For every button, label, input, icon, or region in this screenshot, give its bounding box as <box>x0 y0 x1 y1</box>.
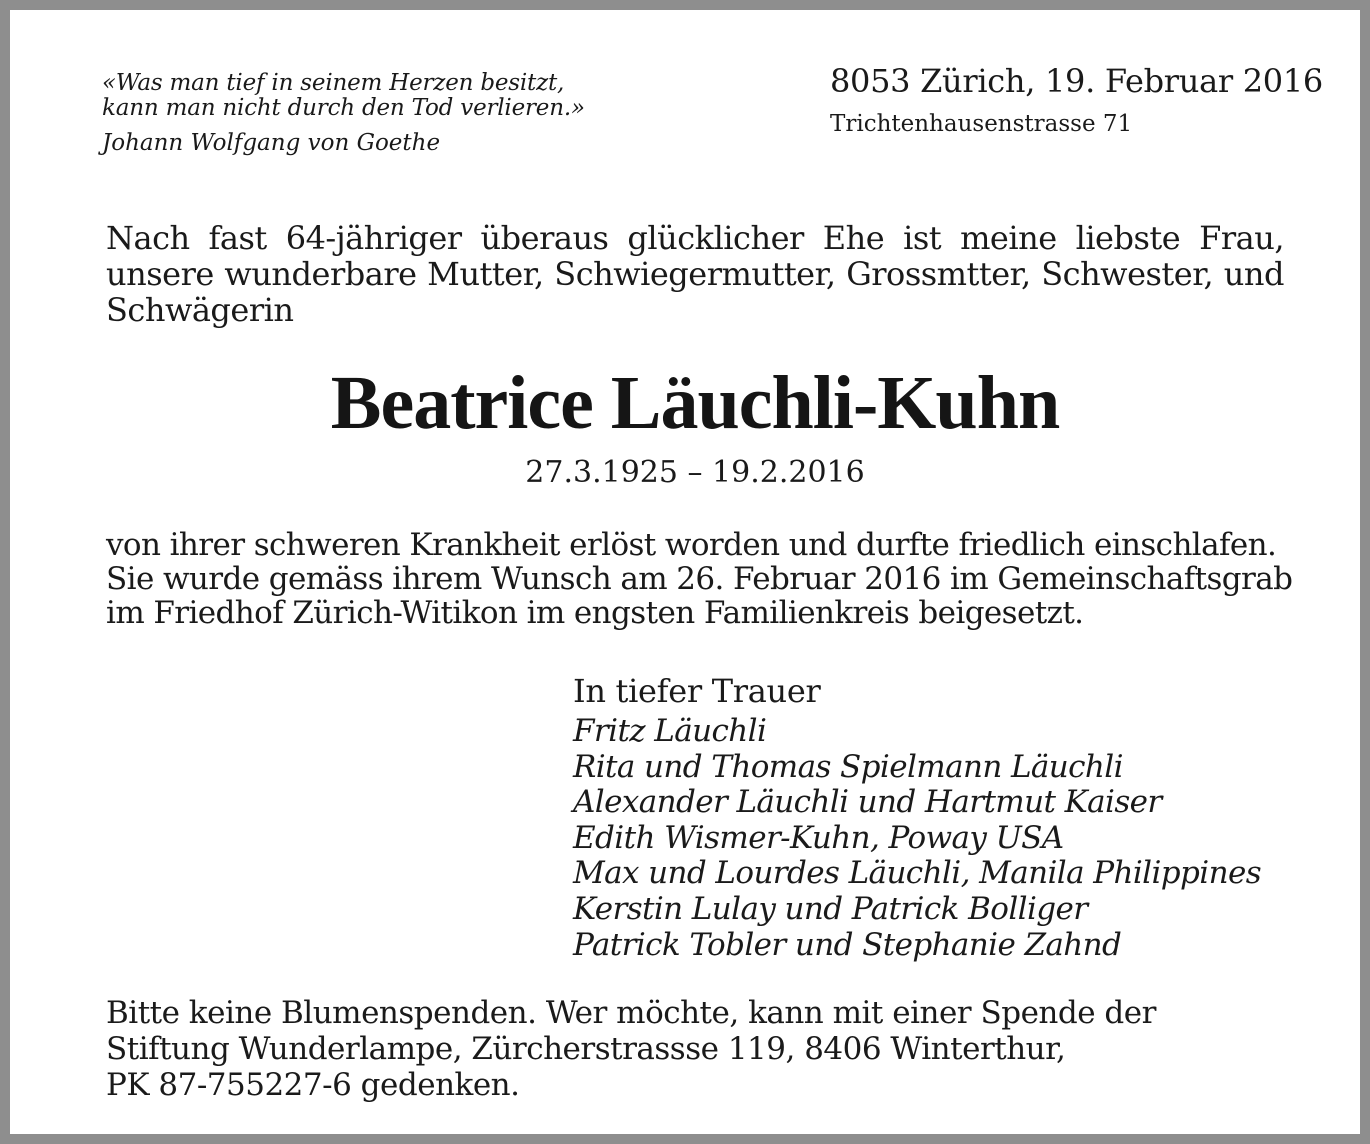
mourner-name: Rita und Thomas Spielmann Läuchli <box>573 748 1123 785</box>
closing-line-1: Bitte keine Blumenspenden. Wer möchte, kann mit einer Spende der <box>106 995 1156 1031</box>
life-dates: 27.3.1925 – 19.2.2016 <box>525 455 865 490</box>
intro-line-1: Nach fast 64-jähriger überaus glücklicher Ehe ist meine liebste Frau, <box>106 219 1284 257</box>
mourning-title: In tiefer Trauer <box>573 672 821 710</box>
intro-paragraph <box>106 220 1284 328</box>
mourner-name: Patrick Tobler und Stephanie Zahnd <box>573 926 1122 963</box>
mourner-name: Fritz Läuchli <box>573 713 767 749</box>
mourner-name: Max und Lourdes Läuchli, Manila Philippines <box>573 855 1262 892</box>
body-line-3: im Friedhof Zürich-Witikon im engsten Familienkreis beigesetzt. <box>106 595 1084 631</box>
mourner-name: Alexander Läuchli und Hartmut Kaiser <box>573 784 1162 821</box>
closing-line-2: Stiftung Wunderlampe, Zürcherstrassse 119, 8406 Winterthur, <box>106 1031 1066 1067</box>
quote-line-2: kann man nicht durch den Tod verlieren.» <box>102 95 585 121</box>
mourner-name: Edith Wismer-Kuhn, Poway USA <box>573 819 1064 856</box>
place-date: 8053 Zürich, 19. Februar 2016 <box>830 62 1323 100</box>
intro-line-2: unsere wunderbare Mutter, Schwiegermutter, Grossmtter, Schwester, und <box>106 255 1284 293</box>
closing-line-3: PK 87-755227-6 gedenken. <box>106 1067 520 1103</box>
deceased-name: Beatrice Läuchli-Kuhn <box>330 361 1060 445</box>
quote-line-1: «Was man tief in seinem Herzen besitzt, <box>102 70 565 96</box>
body-line-1: von ihrer schweren Krankheit erlöst worden und durfte friedlich einschlafen. <box>106 527 1277 563</box>
intro-line-3: Schwägerin <box>106 291 294 329</box>
quote-author: Johann Wolfgang von Goethe <box>102 130 441 156</box>
mourner-name: Kerstin Lulay und Patrick Bolliger <box>573 890 1088 927</box>
closing-paragraph <box>106 995 1156 1103</box>
body-line-2: Sie wurde gemäss ihrem Wunsch am 26. Februar 2016 im Gemeinschaftsgrab <box>106 561 1293 597</box>
address: Trichtenhausenstrasse 71 <box>830 111 1133 137</box>
body-paragraph <box>106 527 1293 631</box>
mourners-list <box>573 714 1261 963</box>
